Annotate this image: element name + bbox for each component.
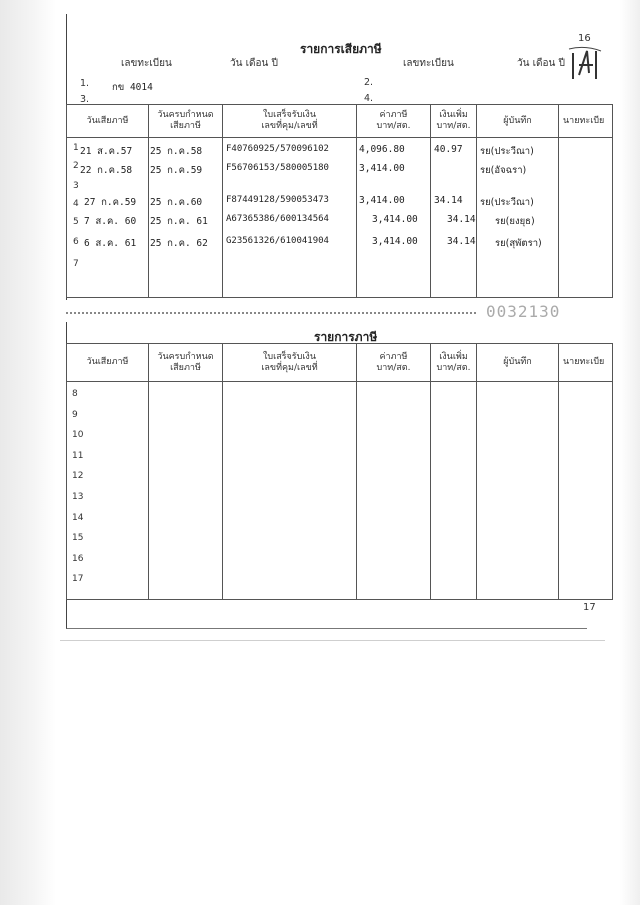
top-row-number: 5 <box>73 217 79 227</box>
top-cell-tax-date: 27 ก.ค.59 <box>84 197 137 208</box>
top-form-title: รายการเสียภาษี <box>300 42 382 56</box>
bottom-row-number: 8 <box>72 389 78 399</box>
header-due-date: วันครบกำหนด เสียภาษี <box>149 105 223 138</box>
bottom-table-header-row <box>67 344 613 382</box>
header-tax-date: วันเสียภาษี <box>67 105 149 138</box>
top-cell-receipt: F40760925/570096102 <box>226 144 329 154</box>
bottom-header-due-date: วันครบกำหนด เสียภาษี <box>149 344 223 382</box>
top-cell-due-date: 25 ก.ค. 62 <box>150 238 208 249</box>
bottom-header-receipt: ใบเสร็จรับเงิน เลขที่คุม/เลขที่ <box>223 344 357 382</box>
bottom-row-number: 12 <box>72 471 84 482</box>
plate-number-1: กข 4014 <box>112 82 153 93</box>
header-registrar: นายทะเบีย <box>559 105 613 138</box>
bottom-row-number: 9 <box>72 409 78 420</box>
bottom-tax-table <box>66 343 613 600</box>
right-date-label: วัน เดือน ปี <box>517 58 565 69</box>
top-cell-due-date: 25 ก.ค.58 <box>150 146 203 157</box>
top-cell-recorder: รย(ประวีณา) <box>480 146 534 157</box>
top-cell-surcharge: 34.14 <box>447 236 476 247</box>
bottom-header-tax-date: วันเสียภาษี <box>67 344 149 382</box>
top-cell-due-date: 25 ก.ค.60 <box>150 197 203 208</box>
bottom-header-registrar: นายทะเบีย <box>559 344 613 382</box>
bottom-row-number: 10 <box>72 430 84 441</box>
bottom-row-number: 16 <box>72 553 84 564</box>
top-cell-tax-date: 21 ส.ค.57 <box>80 146 133 157</box>
top-cell-recorder: รย(อัจฉรา) <box>480 165 527 176</box>
bottom-table-body <box>67 382 613 600</box>
strip-code: 0032130 <box>486 304 561 321</box>
top-cell-recorder: รย(ประวีณา) <box>480 197 534 208</box>
top-cell-receipt: F87449128/590053473 <box>226 195 329 205</box>
bottom-header-tax-amount: ค่าภาษี บาท/สต. <box>357 344 431 382</box>
left-registration-label: เลขทะเบียน <box>121 58 172 69</box>
right-registration-label: เลขทะเบียน <box>403 58 454 69</box>
top-cell-receipt: F56706153/580005180 <box>226 163 329 173</box>
vehicle-number-4: 4. <box>364 93 374 104</box>
top-row-number: 7 <box>73 259 79 269</box>
vehicle-number-3: 3. <box>80 94 90 105</box>
top-row-number: 1 <box>73 143 79 153</box>
page-number-bottom: 17 <box>583 602 596 613</box>
top-row-number: 6 <box>73 237 79 247</box>
header-tax-amount: ค่าภาษี บาท/สต. <box>357 105 431 138</box>
top-cell-tax-amount: 3,414.00 <box>359 195 405 206</box>
top-cell-due-date: 25 ก.ค. 61 <box>150 216 208 227</box>
top-cell-receipt: G23561326/610041904 <box>226 236 329 246</box>
bottom-row-number: 13 <box>72 492 84 502</box>
vehicle-number-2: 2. <box>364 77 374 88</box>
page-number-top: 16 <box>578 33 591 44</box>
header-receipt: ใบเสร็จรับเงิน เลขที่คุม/เลขที่ <box>223 105 357 138</box>
vehicle-number-1: 1. <box>80 78 90 89</box>
perforated-strip <box>66 304 606 322</box>
top-cell-tax-amount: 3,414.00 <box>372 214 418 225</box>
header-surcharge: เงินเพิ่ม บาท/สต. <box>431 105 477 138</box>
perforation-line <box>66 312 476 314</box>
top-cell-tax-amount: 3,414.00 <box>359 163 405 174</box>
top-cell-tax-date: 22 ก.ค.58 <box>80 165 133 176</box>
top-cell-surcharge: 40.97 <box>434 144 463 155</box>
top-cell-recorder: รย(ยงยุธ) <box>495 216 535 227</box>
top-row-number: 3 <box>73 181 79 191</box>
scan-shadow-right <box>620 0 640 905</box>
header-recorder: ผู้บันทึก <box>477 105 559 138</box>
top-cell-tax-date: 7 ส.ค. 60 <box>84 216 137 227</box>
bottom-row-number: 11 <box>72 450 84 461</box>
bottom-row-number: 14 <box>72 512 84 523</box>
top-cell-tax-amount: 4,096.80 <box>359 144 405 155</box>
bottom-header-recorder: ผู้บันทึก <box>477 344 559 382</box>
top-cell-tax-date: 6 ส.ค. 61 <box>84 238 137 249</box>
bottom-row-number: 17 <box>72 574 84 585</box>
top-row-number: 4 <box>73 199 79 209</box>
top-cell-surcharge: 34.14 <box>434 195 463 206</box>
left-date-label: วัน เดือน ปี <box>230 58 278 69</box>
bottom-form-title: รายการภาษี <box>314 330 378 344</box>
top-cell-tax-amount: 3,414.00 <box>372 236 418 247</box>
top-cell-recorder: รย(สุพัตรา) <box>495 238 542 249</box>
bottom-header-surcharge: เงินเพิ่ม บาท/สต. <box>431 344 477 382</box>
sheet-edge <box>60 640 605 641</box>
bottom-row-number: 15 <box>72 533 84 544</box>
top-cell-surcharge: 34.14 <box>447 214 476 225</box>
top-cell-receipt: A67365386/600134564 <box>226 214 329 224</box>
top-row-number: 2 <box>73 161 79 171</box>
top-table-header-row <box>67 105 613 138</box>
top-cell-due-date: 25 ก.ค.59 <box>150 165 203 176</box>
scan-shadow-left <box>0 0 56 905</box>
